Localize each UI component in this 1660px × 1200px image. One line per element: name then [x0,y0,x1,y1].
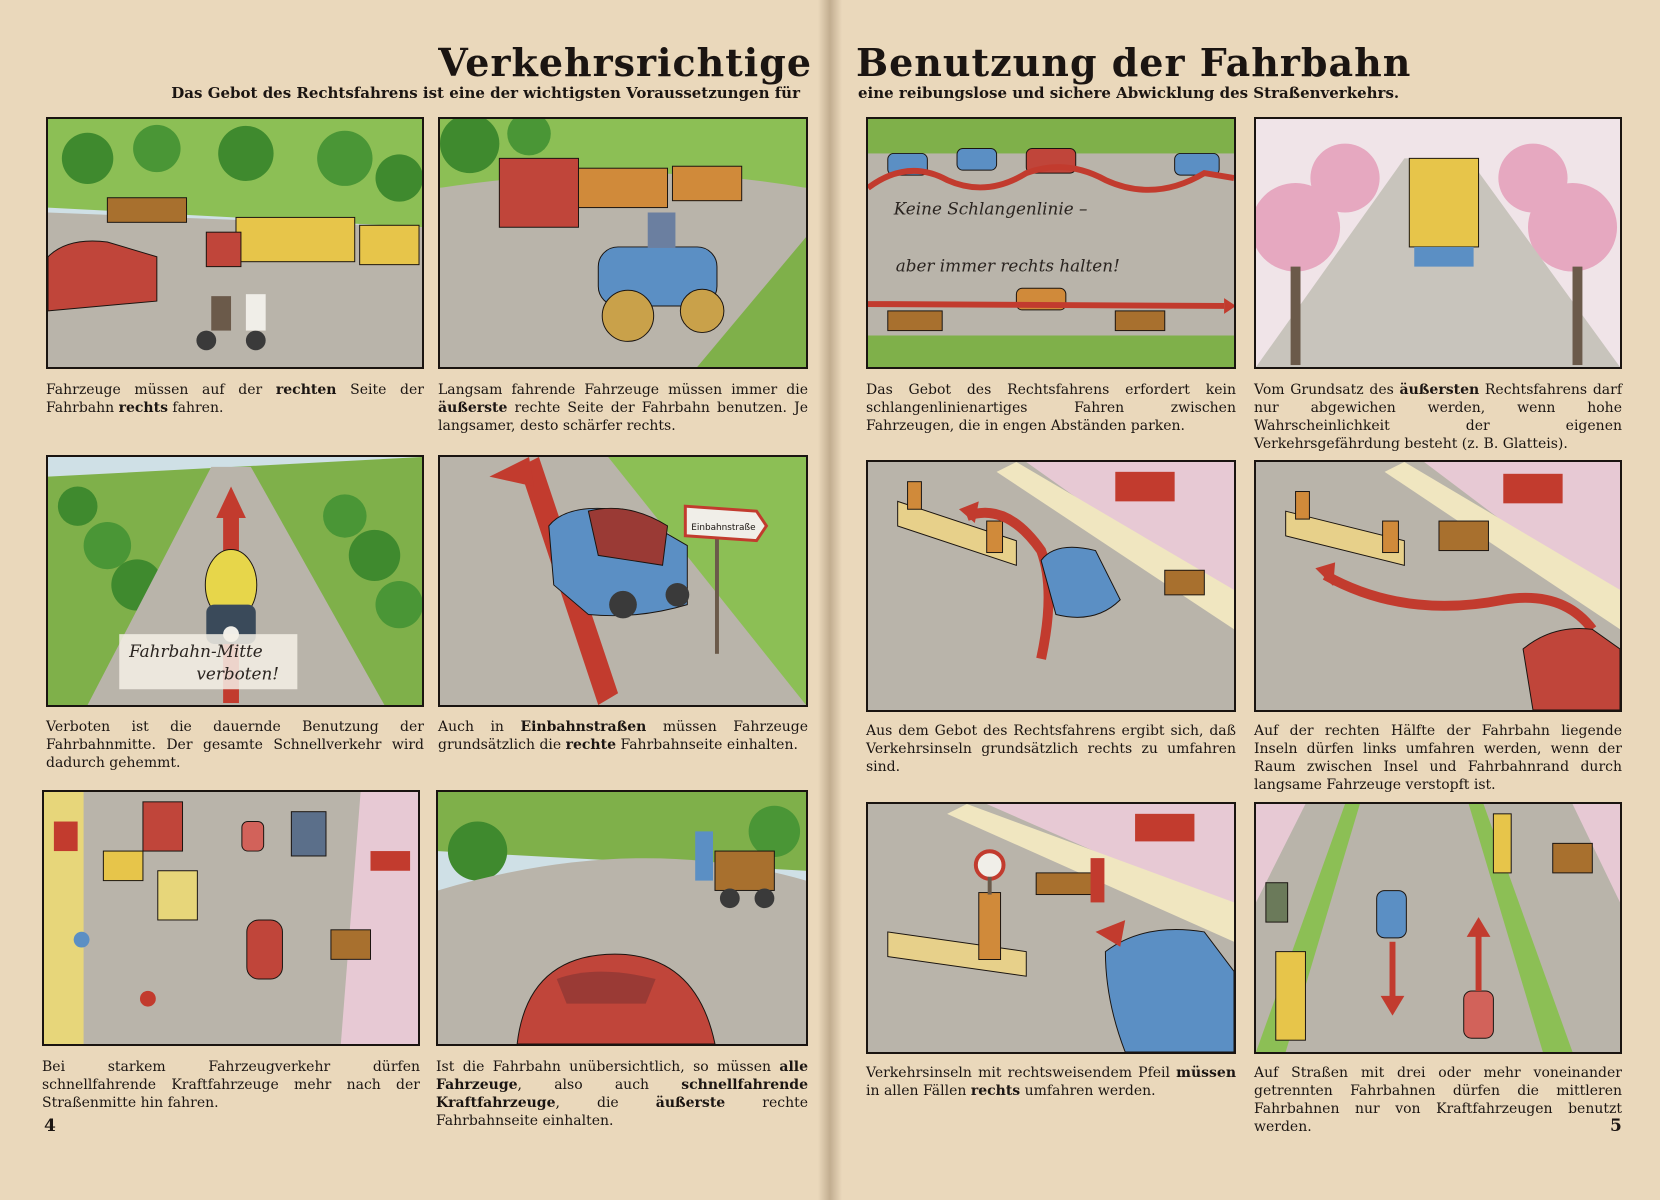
illustration-car-on-centerline [48,457,422,705]
panel-separated-carriageways [1254,802,1622,1054]
handwriting-road-middle: Fahrbahn-Mitte [129,640,263,661]
panel-exception-danger [1254,117,1622,369]
panel-one-way-streets [438,455,808,707]
caption-panel-12: Auf Straßen mit drei oder mehr voneinander getrennten Fahrbahnen dürfen die mittleren Fahrbahnen nur von Kraftfahrzeugen benutzt werden. [1254,1065,1622,1135]
illustration-one-way-street [440,457,806,705]
illustration-traffic-island-left [1256,462,1620,710]
illustration-blossom-avenue [1256,119,1620,367]
handwriting-forbidden: verboten! [196,663,280,684]
handwriting-no-serpentine: Keine Schlangenlinie – [893,198,1088,219]
panel-unclear-road [436,790,808,1046]
caption-panel-8: Vom Grundsatz des äußersten Rechtsfahrens darf nur abgewichen werden, wenn hohe Wahrscheinlichkeit der eigenen Verkehrsgefährdung besteht (z. B. Glatteis). [1254,382,1623,452]
title-right: Benutzung der Fahrbahn [856,40,1412,85]
caption-panel-1: Fahrzeuge müssen auf der rechten Seite der Fahrbahn rechts fahren. [46,382,424,416]
illustration-city-heavy-traffic [44,792,418,1044]
caption-panel-4: Auch in Einbahnstraßen müssen Fahrzeuge grundsätzlich die rechte Fahrbahnseite einhalten. [438,719,808,753]
caption-panel-10: Auf der rechten Hälfte der Fahrbahn liegende Inseln dürfen links umfahren werden, wenn der Raum zwischen Insel und Fahrbahnrand durch langsame Fahrzeuge verstopft ist. [1254,723,1622,793]
illustration-multi-lane-road [1256,804,1620,1052]
subtitle-right: eine reibungslose und sichere Abwicklung des Straßenverkehrs. [858,84,1400,102]
caption-panel-9: Aus dem Gebot des Rechtsfahrens ergibt sich, daß Verkehrsinseln grundsätzlich rechts zu umfahren sind. [866,723,1236,775]
panel-slow-vehicles [438,117,808,369]
page-gutter [818,0,842,1200]
illustration-countryside-traffic [48,119,422,367]
panel-islands-pass-right [866,460,1236,712]
panel-heavy-traffic [42,790,420,1046]
panel-road-middle-forbidden [46,455,424,707]
panel-right-side-driving [46,117,424,369]
caption-panel-6: Ist die Fahrbahn unübersichtlich, so müssen alle Fahrzeuge, also auch schnellfahrende Kraftfahrzeuge, die äußerste rechte Fahrbahnseite einhalten. [436,1059,808,1129]
panel-arrow-island [866,802,1236,1054]
illustration-serpentine-lines [868,119,1234,367]
illustration-traffic-island-right [868,462,1234,710]
illustration-island-with-arrow-sign [868,804,1234,1052]
subtitle-left: Das Gebot des Rechtsfahrens ist eine der wichtigsten Voraussetzungen für [171,84,800,102]
one-way-sign-text: Einbahnstraße [691,522,756,533]
page-number-right: 5 [1610,1116,1622,1136]
title-left: Verkehrsrichtige [438,40,812,85]
caption-panel-3: Verboten ist die dauernde Benutzung der Fahrbahnmitte. Der gesamte Schnellverkehr wird dadurch gehemmt. [46,719,424,771]
handwriting-keep-right: aber immer rechts halten! [895,255,1120,276]
illustration-tractor-and-truck [440,119,806,367]
page-number-left: 4 [44,1116,56,1136]
panel-no-serpentine [866,117,1236,369]
panel-islands-pass-left [1254,460,1622,712]
caption-panel-11: Verkehrsinseln mit rechtsweisendem Pfeil müssen in allen Fällen rechts umfahren werden. [866,1065,1236,1099]
illustration-curve-with-cart [438,792,806,1044]
caption-panel-5: Bei starkem Fahrzeugverkehr dürfen schnellfahrende Kraftfahrzeuge mehr nach der Straßenmitte hin fahren. [42,1059,420,1111]
caption-panel-7: Das Gebot des Rechtsfahrens erfordert kein schlangenlinienartiges Fahren zwischen Fahrzeugen, die in engen Abständen parken. [866,382,1236,434]
caption-panel-2: Langsam fahrende Fahrzeuge müssen immer die äußerste rechte Seite der Fahrbahn benutzen. Je langsamer, desto schärfer rechts. [438,382,808,434]
